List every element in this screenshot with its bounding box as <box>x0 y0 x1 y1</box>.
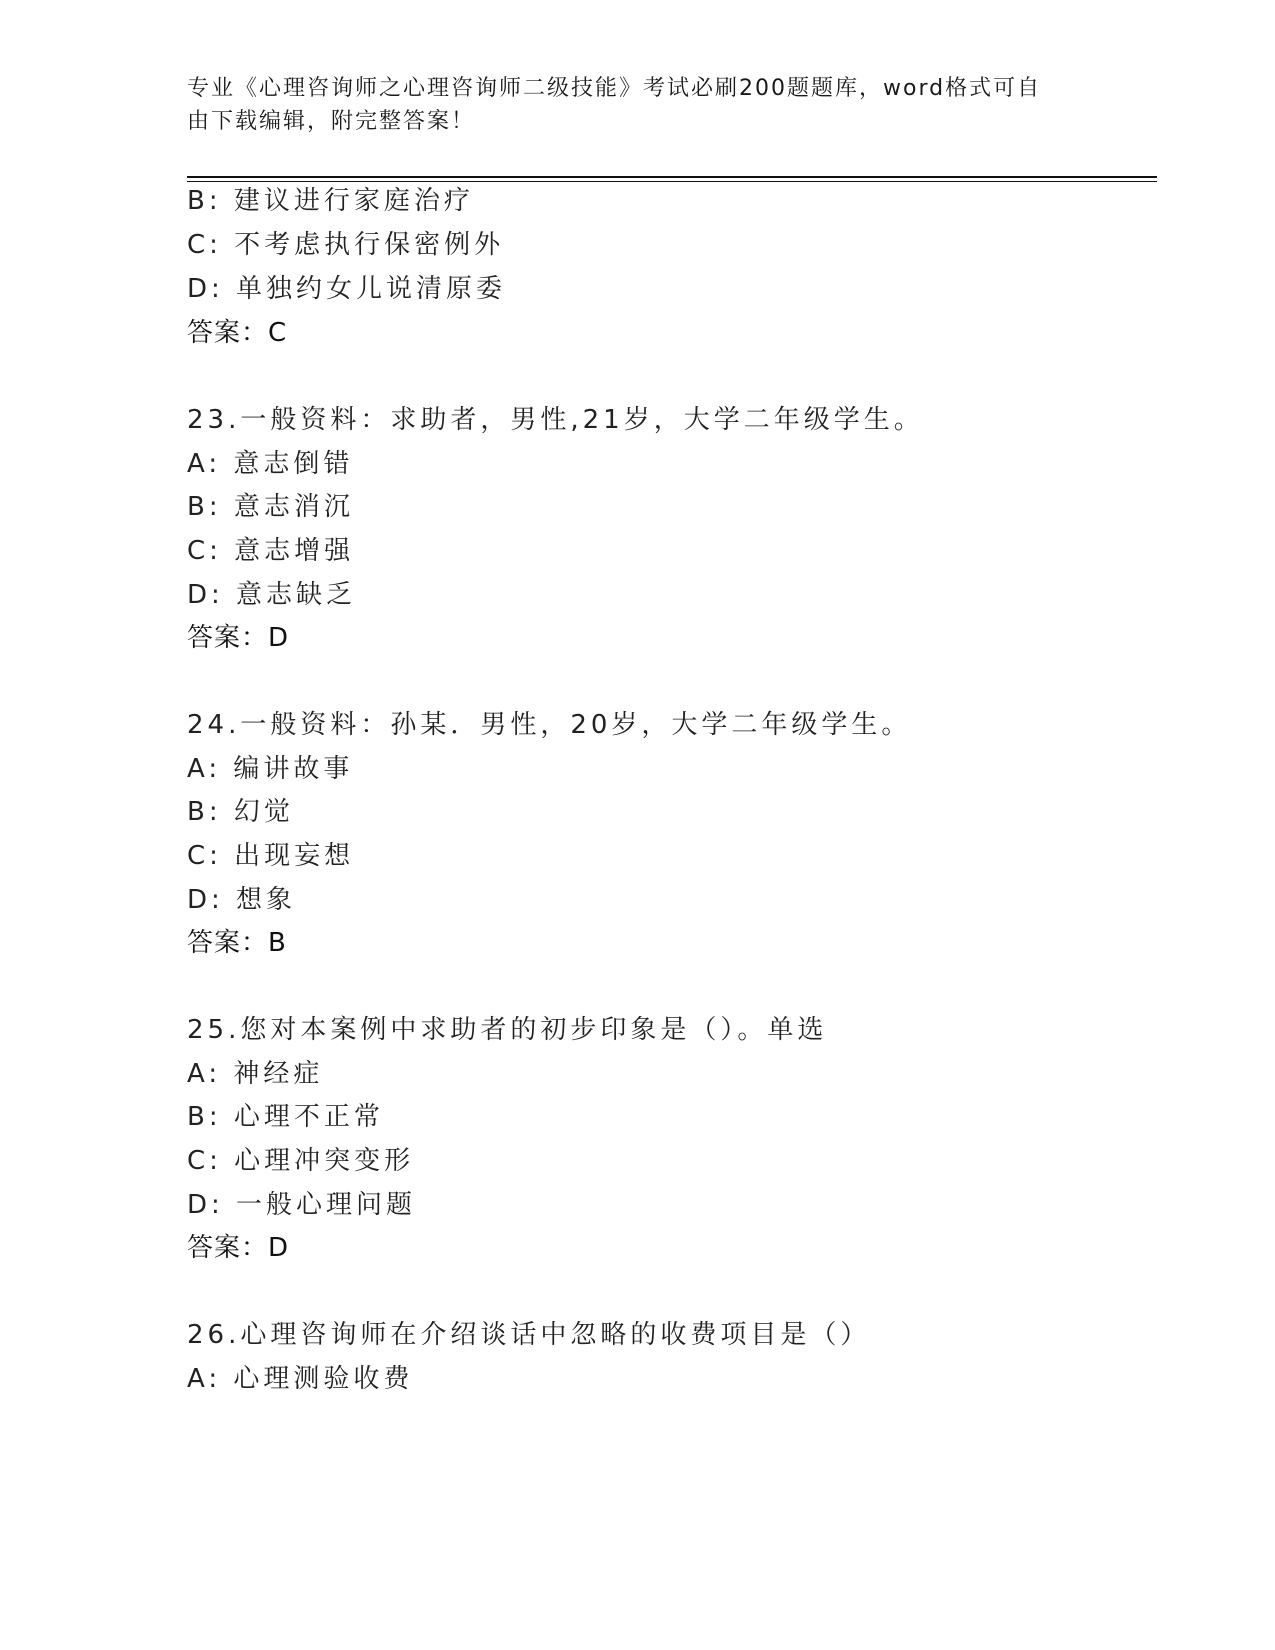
q22-option-c: C: 不考虑执行保密例外 <box>187 230 505 260</box>
q25-question: 25.您对本案例中求助者的初步印象是（）。单选 <box>187 1015 828 1045</box>
header-divider-thick <box>187 176 1157 178</box>
header-divider-thin <box>187 181 1157 182</box>
q25-option-c: C: 心理冲突变形 <box>187 1146 415 1176</box>
header-line-1: 专业《心理咨询师之心理咨询师二级技能》考试必刷200题题库，word格式可自 <box>187 76 1042 101</box>
q22-answer: 答案：C <box>187 318 288 348</box>
q22-option-b: B: 建议进行家庭治疗 <box>187 186 474 216</box>
q26-question: 26.心理咨询师在介绍谈话中忽略的收费项目是（） <box>187 1320 871 1350</box>
q23-question: 23.一般资料：求助者，男性,21岁，大学二年级学生。 <box>187 405 924 435</box>
q24-answer: 答案：B <box>187 928 287 958</box>
q24-option-b: B: 幻觉 <box>187 797 294 827</box>
q25-option-b: B: 心理不正常 <box>187 1102 384 1132</box>
q23-answer: 答案：D <box>187 623 290 653</box>
q24-option-c: C: 出现妄想 <box>187 841 355 871</box>
document-header <box>187 72 1087 138</box>
q24-question: 24.一般资料：孙某．男性，20岁，大学二年级学生。 <box>187 710 912 740</box>
q23-option-b: B: 意志消沉 <box>187 492 354 522</box>
q23-option-a: A: 意志倒错 <box>187 449 354 479</box>
q23-option-d: D: 意志缺乏 <box>187 580 357 610</box>
q23-option-c: C: 意志增强 <box>187 536 355 566</box>
q25-answer: 答案：D <box>187 1233 290 1263</box>
q24-option-d: D: 想象 <box>187 885 297 915</box>
q25-option-d: D: 一般心理问题 <box>187 1190 417 1220</box>
q24-option-a: A: 编讲故事 <box>187 754 354 784</box>
q26-option-a: A: 心理测验收费 <box>187 1364 414 1394</box>
q22-option-d: D: 单独约女儿说清原委 <box>187 274 507 304</box>
header-line-2: 由下载编辑，附完整答案！ <box>187 109 476 134</box>
q25-option-a: A: 神经症 <box>187 1059 324 1089</box>
